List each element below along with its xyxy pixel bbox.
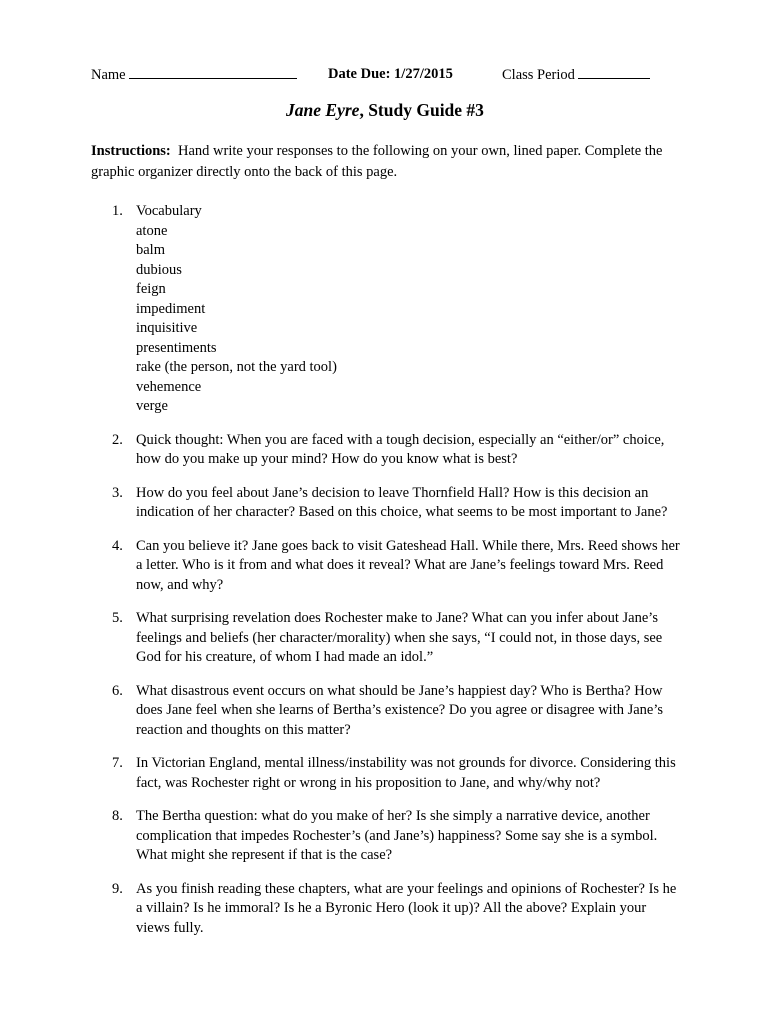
vocabulary-word: balm bbox=[136, 242, 165, 258]
name-blank-line bbox=[129, 66, 297, 79]
question-list bbox=[91, 202, 681, 952]
header-row bbox=[91, 66, 671, 86]
question-item bbox=[91, 431, 681, 470]
question-item bbox=[91, 807, 681, 866]
vocabulary-word: verge bbox=[136, 398, 168, 414]
question-text: How do you feel about Jane’s decision to leave Thornfield Hall? How is this decision an indication of her character? Based on this choice, what seems to be most important to Jane? bbox=[136, 484, 668, 520]
question-number: 9. bbox=[112, 880, 123, 897]
question-number: 8. bbox=[112, 808, 123, 824]
question-number: 5. bbox=[112, 610, 123, 626]
vocabulary-word: dubious bbox=[136, 261, 182, 278]
name-field bbox=[91, 66, 297, 84]
instructions bbox=[91, 141, 671, 183]
question-number: 6. bbox=[112, 682, 123, 699]
vocabulary-word: impediment bbox=[136, 300, 206, 317]
question-item bbox=[91, 202, 681, 417]
question-item bbox=[91, 880, 681, 939]
question-text: In Victorian England, mental illness/instability was not grounds for divorce. Considering this fact, was Rochester right or wrong in his proposition to Jane, and why/why not? bbox=[136, 755, 676, 791]
title-book-name: Jane Eyre bbox=[286, 100, 360, 120]
question-text: The Bertha question: what do you make of her? Is she simply a narrative device, another complication that impedes Rochester’s (and Jane’s) happiness? Some say she is a symbol. What might she represent if that is the case? bbox=[136, 808, 658, 863]
question-item bbox=[91, 484, 681, 523]
question-text: What disastrous event occurs on what should be Jane’s happiest day? Who is Bertha? How does Jane feel when she learns of Bertha’s existence? Do you agree or disagree with Jane’s reaction and thoughts on this matter? bbox=[136, 682, 664, 738]
question-number: 3. bbox=[112, 484, 123, 501]
class-period-label: Class Period bbox=[502, 67, 575, 83]
class-period-blank-line bbox=[578, 66, 650, 79]
question-item bbox=[91, 537, 681, 596]
question-item bbox=[91, 682, 681, 741]
vocabulary-list bbox=[136, 222, 681, 417]
vocabulary-word: presentiments bbox=[136, 339, 217, 356]
question-item bbox=[91, 754, 681, 793]
vocabulary-word: vehemence bbox=[136, 378, 202, 395]
question-number: 1. bbox=[112, 203, 123, 219]
date-due: Date Due: 1/27/2015 bbox=[328, 66, 453, 82]
instructions-text: Hand write your responses to the following on your own, lined paper. Complete the graphic organizer directly onto the back of this page. bbox=[91, 143, 663, 180]
vocabulary-word: atone bbox=[136, 222, 168, 239]
question-number: 4. bbox=[112, 537, 123, 554]
question-number: 7. bbox=[112, 755, 123, 771]
vocabulary-word: feign bbox=[136, 281, 166, 297]
question-text: What surprising revelation does Rochester make to Jane? What can you infer about Jane’s feelings and beliefs (her character/morality) when she says, “I could not, in those days, see God for his creature, of whom I had made an idol.” bbox=[136, 610, 663, 665]
vocabulary-word: rake (the person, not the yard tool) bbox=[136, 359, 337, 375]
question-text: As you finish reading these chapters, what are your feelings and opinions of Rochester? Is he a villain? Is he immoral? Is he a Byronic Hero (look it up)? All the above? Explain your views fully. bbox=[136, 880, 677, 936]
instructions-label: Instructions: bbox=[91, 143, 171, 159]
question-text: Can you believe it? Jane goes back to visit Gateshead Hall. While there, Mrs. Reed shows her a letter. Who is it from and what does it reveal? What are Jane’s feelings toward Mrs. Reed now, and why? bbox=[136, 537, 680, 593]
vocabulary-word: inquisitive bbox=[136, 320, 198, 336]
question-text: Quick thought: When you are faced with a tough decision, especially an “either/or” choice, how do you make up your mind? How do you know what is best? bbox=[136, 431, 665, 467]
name-label: Name bbox=[91, 67, 126, 83]
class-period-field bbox=[502, 66, 650, 84]
title-rest: , Study Guide #3 bbox=[359, 100, 484, 120]
page-title bbox=[0, 100, 770, 121]
question-number: 2. bbox=[112, 431, 123, 448]
question-item bbox=[91, 609, 681, 668]
question-text: Vocabulary bbox=[136, 203, 202, 219]
